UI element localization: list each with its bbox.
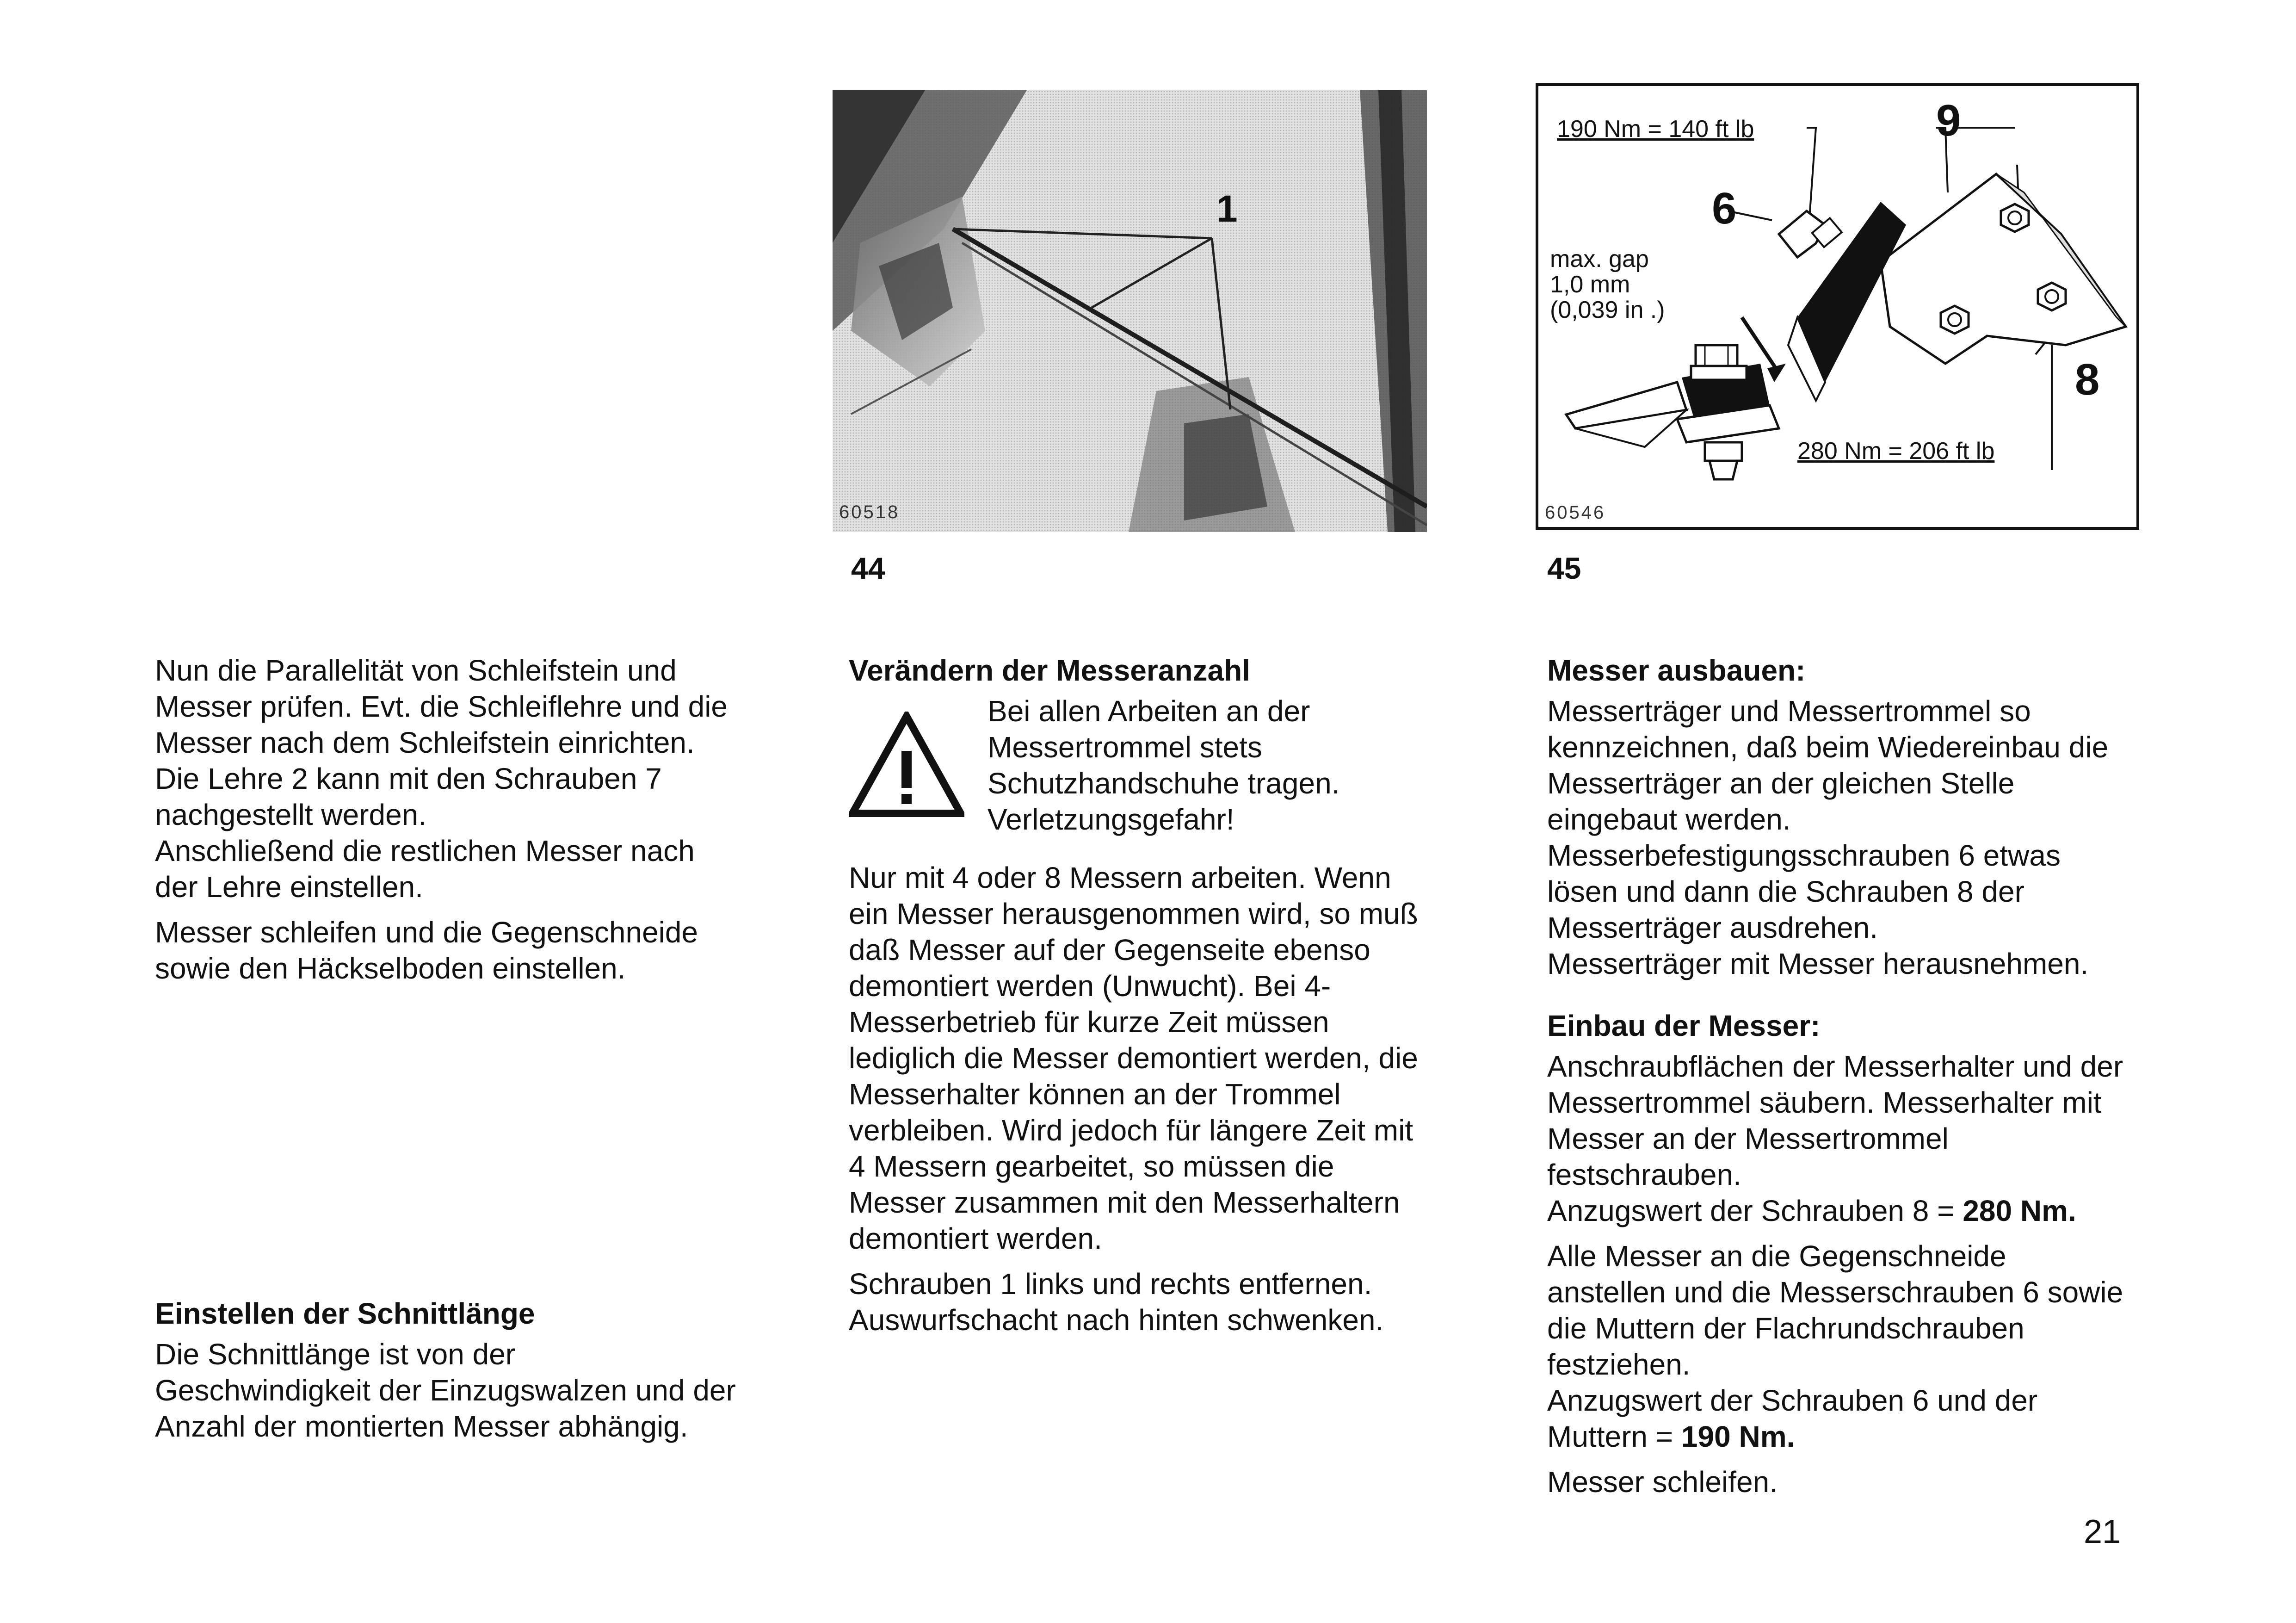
figure-44-number: 44 (851, 551, 885, 585)
col1-heading: Einstellen der Schnittlänge (155, 1297, 535, 1330)
col3-paragraph-2: Messerbefestigungsschrauben 6 etwas lösen und dann die Schrauben 8 der Messerträger ausdrehen. (1547, 839, 2061, 944)
gap-label-line2: 1,0 mm (1550, 271, 1630, 298)
col1-paragraph-4: Messer schleifen und die Gegenschneide sowie den Häckselboden einstellen. (155, 916, 698, 985)
torque-8-value: 280 Nm. (1963, 1194, 2076, 1227)
torque-bottom-label: 280 Nm = 206 ft lb (1797, 438, 1995, 465)
col3-paragraph-5 (1547, 1193, 2130, 1229)
figure-45-number: 45 (1547, 551, 1581, 585)
torque-top-label: 190 Nm = 140 ft lb (1557, 116, 1754, 142)
col3-paragraph-6: Alle Messer an die Gegenschneide anstellen und die Messerschrauben 6 sowie die Muttern der Flachrundschrauben festziehen. (1547, 1239, 2123, 1381)
col3-paragraph-7 (1547, 1382, 2130, 1455)
warning-triangle-icon (849, 712, 964, 818)
callout-8: 8 (2075, 355, 2100, 404)
torque-8-text: Anzugswert der Schrauben 8 = (1547, 1194, 1963, 1227)
figure-44-code: 60518 (839, 502, 900, 522)
callout-6: 6 (1712, 184, 1737, 233)
col2-paragraph-3: Auswurfschacht nach hinten schwenken. (849, 1303, 1384, 1337)
warning-text: Bei allen Arbeiten an der Messertrommel stets Schutzhandschuhe tragen. Verletzungsgefahr! (988, 694, 1340, 836)
column-2 (849, 652, 1432, 1338)
torque-6-value: 190 Nm. (1681, 1420, 1795, 1453)
col3-paragraph-4: Anschraubflächen der Messerhalter und der Messertrommel säubern. Messerhalter mit Messer an der Messertrommel festschrauben. (1547, 1050, 2123, 1191)
figure-44-photo (833, 90, 1427, 532)
col2-heading: Verändern der Messeranzahl (849, 654, 1250, 687)
col1-paragraph-1: Nun die Parallelität von Schleifstein und Messer prüfen. Evt. die Schleiflehre und die Messer nach dem Schleifstein einrichten. (155, 654, 728, 759)
gap-label-line1: max. gap (1550, 246, 1649, 273)
figure-44-callout: 1 (1216, 188, 1238, 230)
column-1 (155, 652, 738, 986)
col3-heading-2: Einbau der Messer: (1547, 1009, 1821, 1042)
col2-paragraph-2: Schrauben 1 links und rechts entfernen. (849, 1267, 1372, 1301)
col1-paragraph-5: Die Schnittlänge ist von der Geschwindigkeit der Einzugswalzen und der Anzahl der montierten Messer abhängig. (155, 1338, 736, 1443)
callout-9: 9 (1936, 96, 1961, 145)
torque-6-text: Anzugswert der Schrauben 6 und der Muttern = (1547, 1384, 2038, 1453)
col3-paragraph-3: Messerträger mit Messer herausnehmen. (1547, 947, 2089, 980)
warning-box (849, 693, 1432, 850)
gap-label-line3: (0,039 in .) (1550, 297, 1665, 323)
column-1-lower (155, 1295, 738, 1444)
col1-paragraph-3: Anschließend die restlichen Messer nach der Lehre einstellen. (155, 834, 695, 904)
col2-paragraph-1: Nur mit 4 oder 8 Messern arbeiten. Wenn ein Messer herausgenommen wird, so muß daß Messer auf der Gegenseite ebenso demontiert werden (Unwucht). Bei 4-Messerbetrieb für kurze Zeit müssen lediglich die Messer demontiert werden, die Messerhalter können an der Trommel verbleiben. Wird jedoch für längere Zeit mit 4 Messern gearbeitet, so müssen die Messer zusammen mit den Messerhaltern demontiert werden. (849, 861, 1418, 1255)
figure-45-diagram (1536, 83, 2139, 530)
col1-paragraph-2: Die Lehre 2 kann mit den Schrauben 7 nachgestellt werden. (155, 762, 662, 831)
page-number: 21 (2084, 1513, 2121, 1550)
col3-paragraph-1: Messerträger und Messertrommel so kennzeichnen, daß beim Wiedereinbau die Messerträger an der gleichen Stelle eingebaut werden. (1547, 694, 2109, 836)
col3-paragraph-8: Messer schleifen. (1547, 1465, 1778, 1499)
col3-heading-1: Messer ausbauen: (1547, 654, 1806, 687)
figure-45-code: 60546 (1545, 502, 1606, 523)
column-3 (1547, 652, 2130, 1500)
